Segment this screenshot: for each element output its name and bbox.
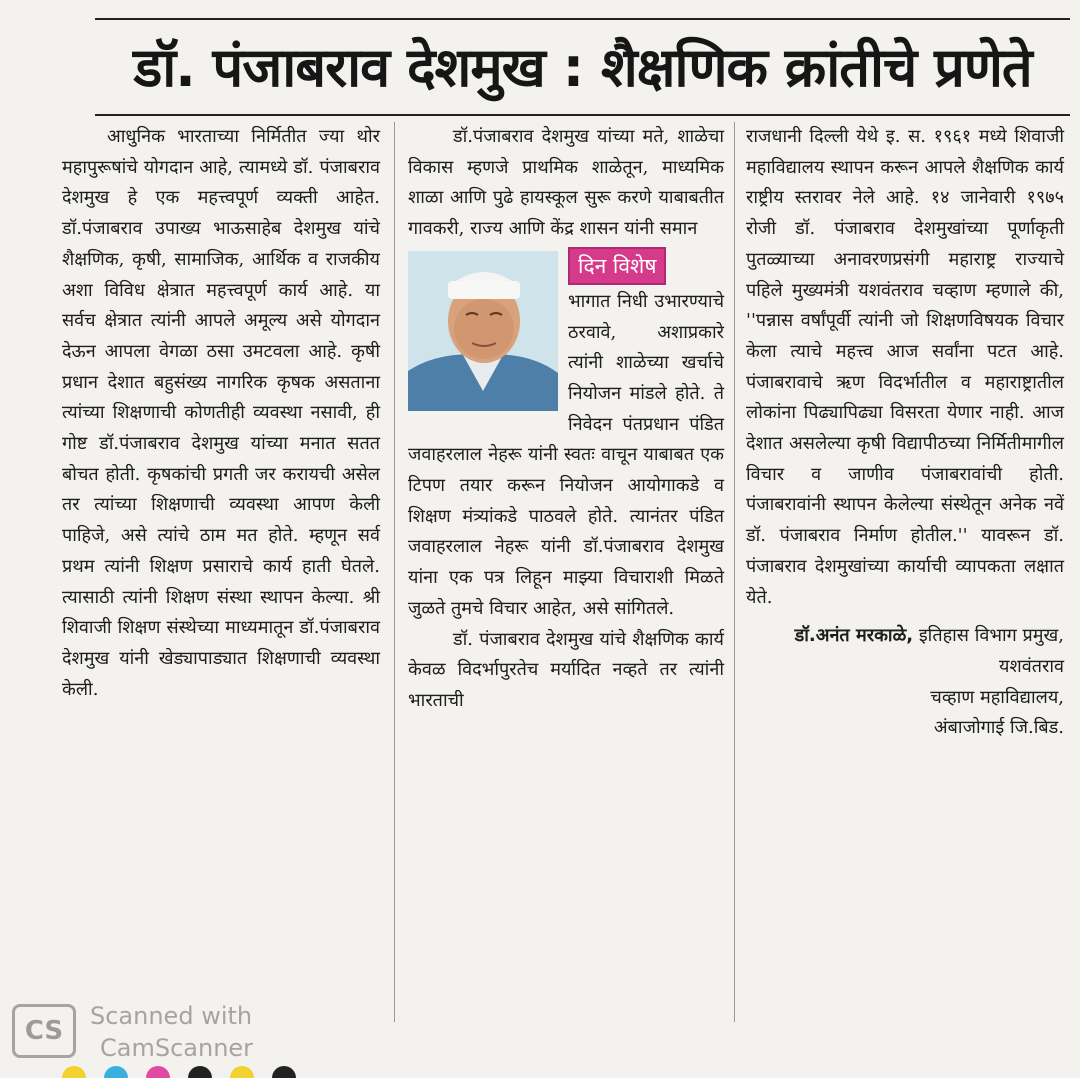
author-college: चव्हाण महाविद्यालय, (930, 686, 1064, 708)
day-special-badge: दिन विशेष (568, 247, 666, 285)
col3-paragraph: राजधानी दिल्ली येथे इ. स. १९६१ मध्ये शिवाजी महाविद्यालय स्थापन करून आपले शैक्षणिक कार्य राष्ट्रीय स्तरावर नेले आहे. १४ जानेवारी १९७५ रोजी डॉ. पंजाबराव देशमुखांच्या पूर्णाकृती पुतळ्याच्या अनावरणप्रसंगी महाराष्ट्र राज्याचे पहिले मुख्यमंत्री यशवंतराव चव्हाण म्हणाले की, ''पन्नास वर्षांपूर्वी त्यांनी जो शिक्षणविषयक विचार केला त्याचे महत्त्व आज सर्वांना पटत आहे. पंजाबरावाचे ऋण विदर्भातील व महाराष्ट्रातील लोकांना पिढ्यापिढ्या विसरता येणार नाही. आज देशात असलेल्या कृषी विद्यापीठच्या निर्मितीमागील विचार व जाणीव पंजाबरावांची होती. पंजाबरावांनी स्थापन केलेल्या संस्थेतून अनेक नवें डॉ. पंजाबराव निर्माण होतील.'' यावरून डॉ. पंजाबराव देशमुखांच्या कार्याची व्यापकता लक्षात येते. (746, 126, 1064, 608)
article-headline: डॉ. पंजाबराव देशमुख : शैक्षणिक क्रांतीचे प्रणेते (133, 36, 1032, 99)
camscanner-logo-icon: CS (12, 1004, 76, 1058)
col1-paragraph: आधुनिक भारताच्या निर्मितीत ज्या थोर महापुरूषांचे योगदान आहे, त्यामध्ये डॉ. पंजाबराव देशमुख हे एक महत्त्वपूर्ण व्यक्ती आहेत. डॉ.पंजाबराव उपाख्य भाऊसाहेब देशमुख यांचे शैक्षणिक, कृषी, सामाजिक, आर्थिक व राजकीय अशा विविध क्षेत्रात महत्त्वपूर्ण कार्य आहे. या सर्वच क्षेत्रात त्यांनी आपले अमूल्य असे योगदान देऊन आपला वेगळा ठसा उमटवला आहे. कृषी प्रधान देशात बहुसंख्य नागरिक कृषक असताना त्यांच्या शिक्षणाची कोणतीही व्यवस्था नसावी, ही गोष्ट डॉ.पंजाबराव देशमुख यांच्या मनात सतत बोचत होती. कृषकांची प्रगती जर करायची असेल तर त्यांच्या शिक्षणाची व्यवस्था आपण केली पाहिजे, असे त्यांचे ठाम मत होते. म्हणून सर्व प्रथम त्यांनी शिक्षण प्रसाराचे कार्य हाती घेतले. त्यासाठी त्यांनी शिक्षण संस्था स्थापन केल्या. श्री शिवाजी शिक्षण संस्थेच्या माध्यमातून डॉ.पंजाबराव देशमुख यांनी खेड्यापाड्यात शिक्षणाची व्यवस्था केली. (62, 126, 380, 700)
col2-paragraph-2: डॉ. पंजाबराव देशमुख यांचे शैक्षणिक कार्य केवळ विदर्भापुरतेच मर्यादित नव्हते तर त्यांनी भारताची (408, 628, 724, 711)
headline-rule (95, 114, 1070, 116)
print-color-dots (60, 1064, 380, 1078)
author-role: इतिहास विभाग प्रमुख, यशवंतराव (918, 625, 1064, 677)
column-divider (734, 122, 735, 1022)
author-name: डॉ.अनंत मरकाळे, (794, 625, 914, 647)
author-signature (746, 621, 1064, 744)
portrait-photo (408, 251, 558, 411)
column-2 (408, 122, 724, 717)
watermark-line-2: CamScanner (100, 1034, 254, 1062)
author-place: अंबाजोगाई जि.बिड. (933, 717, 1064, 739)
portrait-image (408, 251, 558, 411)
column-1 (62, 122, 380, 705)
column-divider (394, 122, 395, 1022)
watermark-line-1: Scanned with (90, 1002, 253, 1030)
col2-paragraph-intro: डॉ.पंजाबराव देशमुख यांच्या मते, शाळेचा विकास म्हणजे प्राथमिक शाळेतून, माध्यमिक शाळा आणि पुढे हायस्कूल सुरू करणे याबाबतीत गावकरी, राज्य आणि केंद्र शासन यांनी समान (408, 126, 724, 240)
column-3 (746, 122, 1064, 744)
top-rule (95, 18, 1070, 20)
col2-paragraph-continued: भागात निधी उभारण्याचे ठरवावे, अशाप्रकारे त्यांनी शाळेच्या खर्चाचे नियोजन मांडले होते. ते निवेदन पंतप्रधान पंडित जवाहरलाल नेहरू यांनी स्वतः वाचून याबाबत एक टिपण तयार करून नियोजन आयोगाकडे व शिक्षण मंत्र्यांकडे पाठवले होते. त्यानंतर पंडित जवाहरलाल नेहरू यांनी डॉ.पंजाबराव देशमुख यांना एक पत्र लिहून माझ्या विचाराशी मिळते जुळते तुमचे विचार आहेत, असे सांगितले. (408, 290, 724, 619)
camscanner-watermark (8, 1000, 308, 1070)
